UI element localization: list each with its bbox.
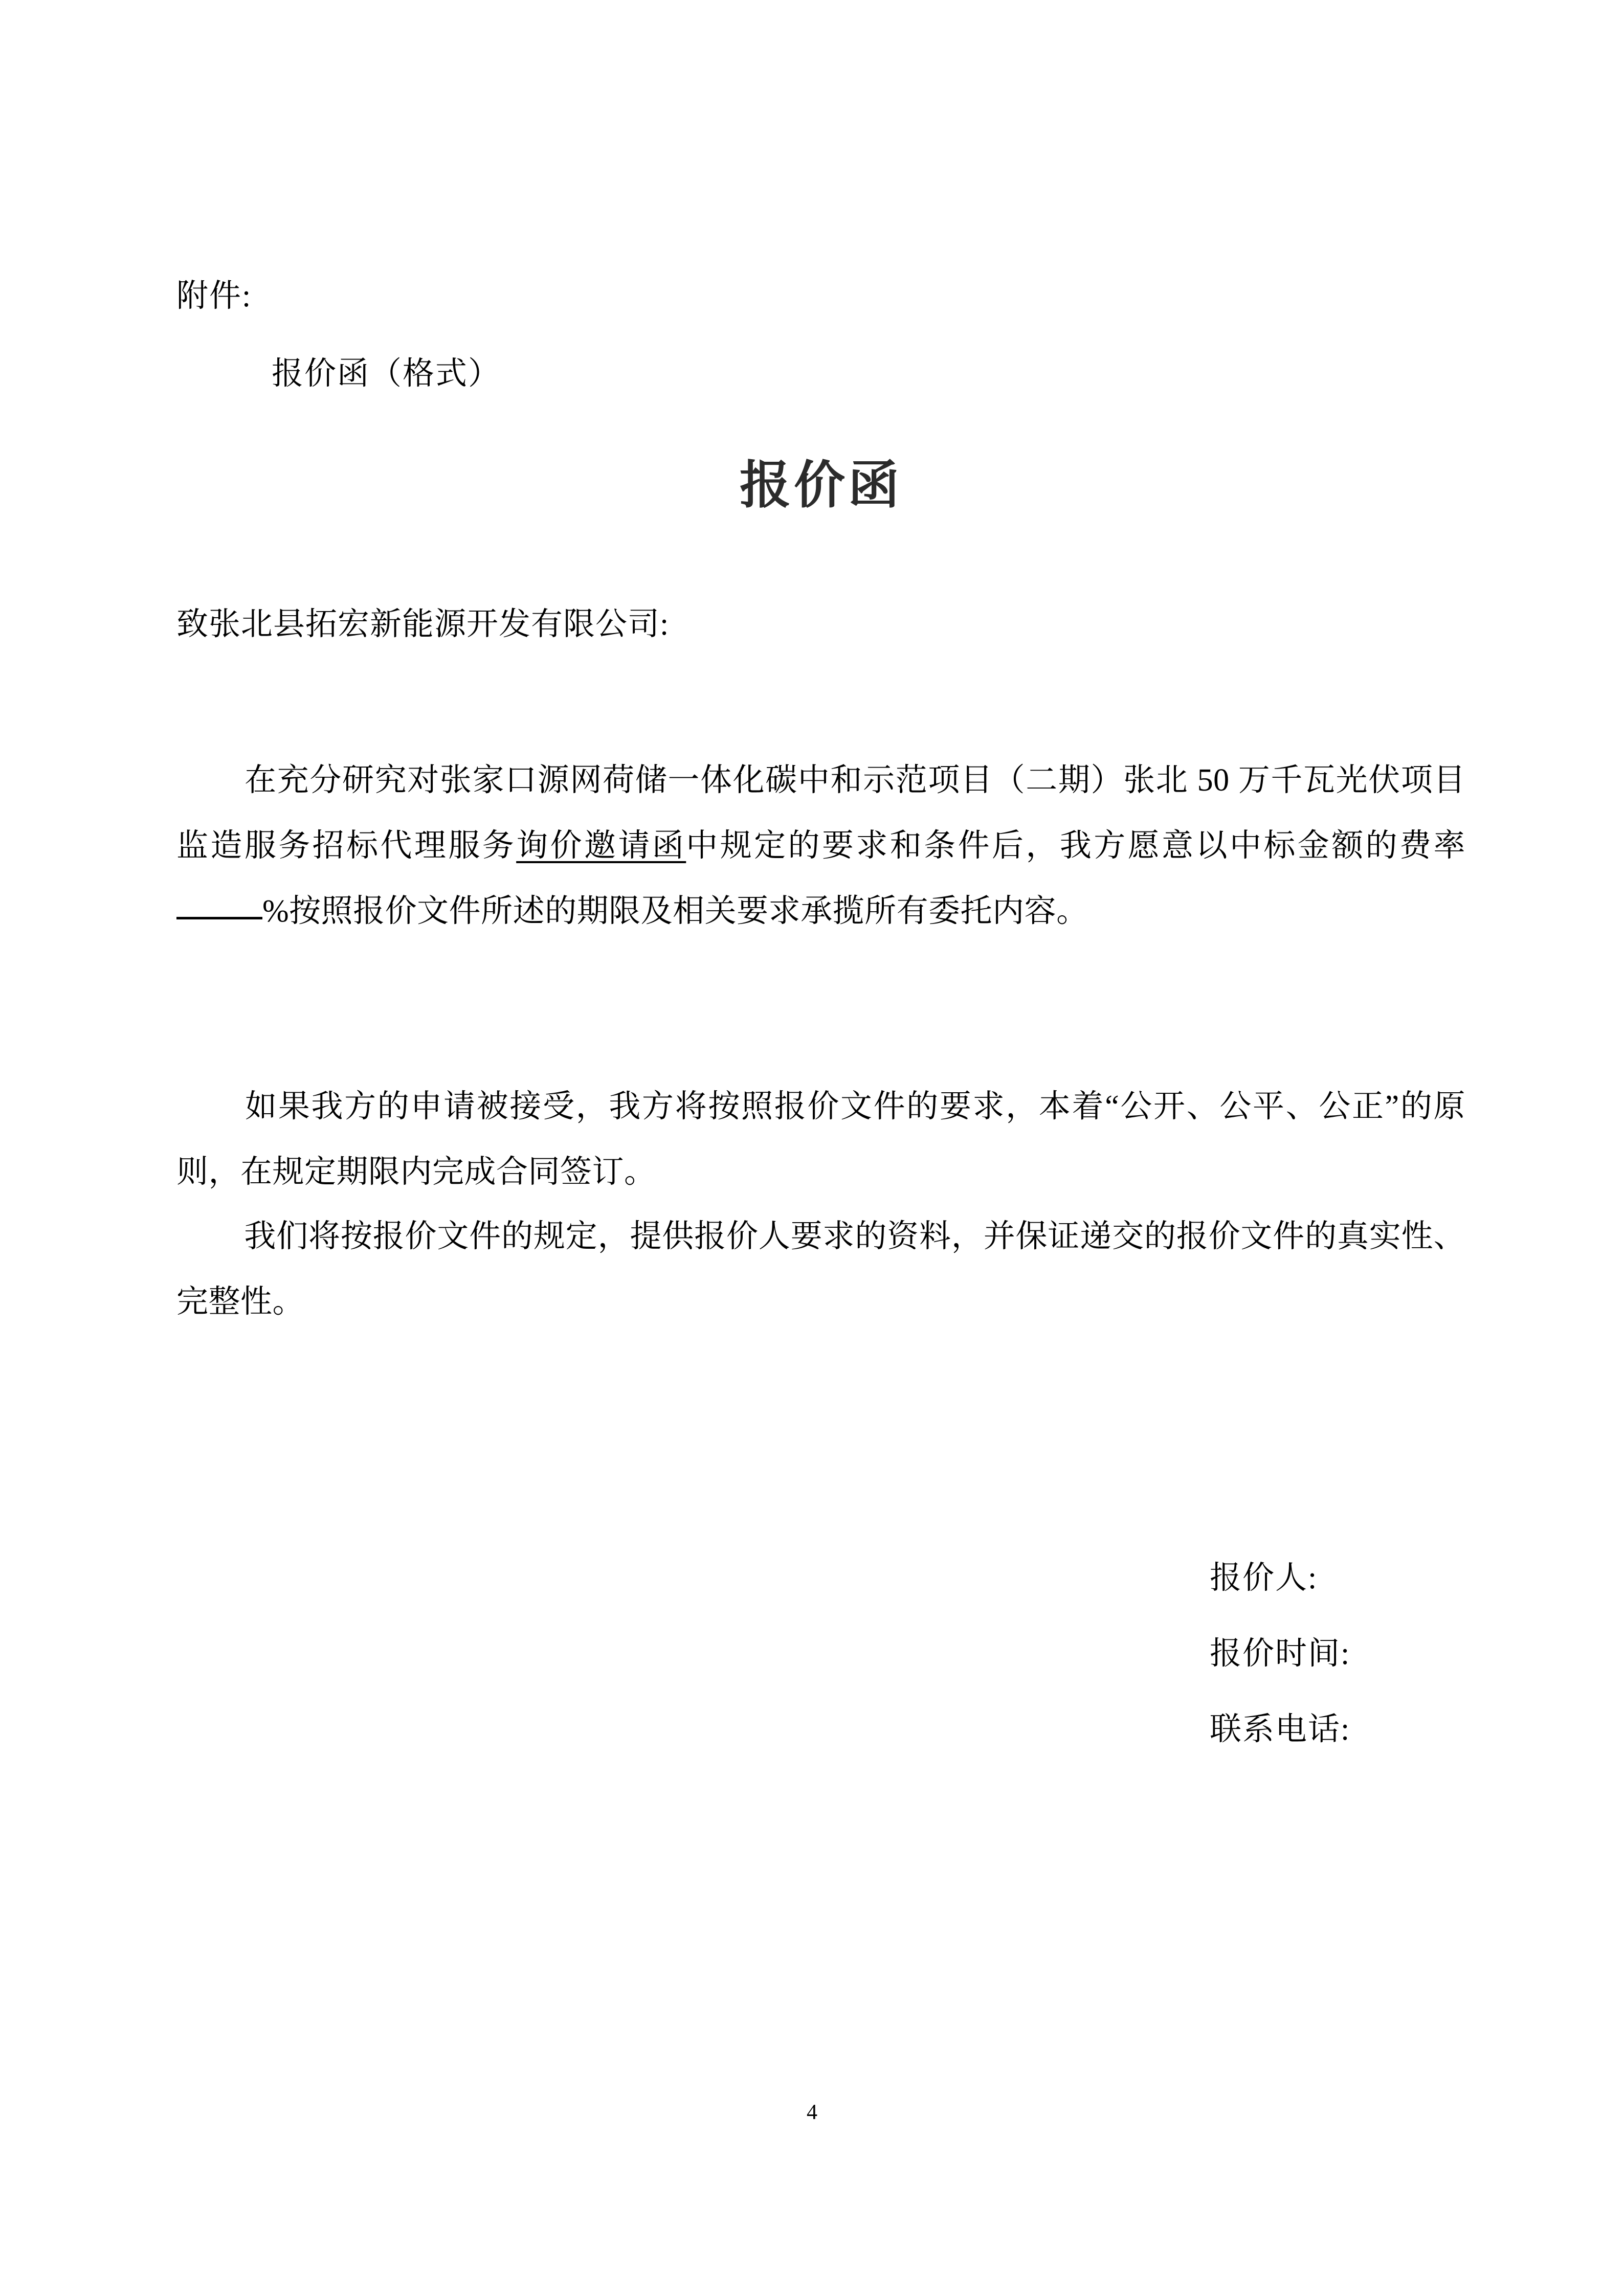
underlined-reference: 询价邀请函: [516, 828, 686, 863]
fee-rate-blank[interactable]: [176, 917, 262, 919]
attachment-label: 附件:: [176, 279, 252, 313]
signature-block: [1210, 1562, 1350, 1745]
paragraph-two-text: 如果我方的申请被接受，我方将按照报价文件的要求，本着“公开、公平、公正”的原则，在规定期限内完成合同签订。: [176, 1089, 1465, 1189]
page-number: 4: [807, 2101, 817, 2124]
paragraph-one-middle: 中规定的要求和条件后，我方愿意以中标金额的费率: [686, 828, 1465, 863]
paragraph-three: [176, 1204, 1465, 1335]
paragraph-one: [176, 748, 1465, 944]
salutation-line: 致张北县拓宏新能源开发有限公司:: [176, 607, 670, 642]
paragraph-two: [176, 1074, 1465, 1205]
paragraph-one-lead: 在充分研究对张家口源网荷储一体化碳中和示范项目（二期）张北 50 万千瓦光伏项目监造服务招标代理服务: [176, 763, 1465, 863]
signature-bidder: 报价人:: [1210, 1561, 1318, 1595]
signature-quote-time: 报价时间:: [1210, 1636, 1351, 1671]
signature-contact-phone: 联系电话:: [1210, 1712, 1351, 1747]
page-title: 报价函: [740, 457, 902, 514]
paragraph-one-tail: %按照报价文件所述的期限及相关要求承揽所有委托内容。: [262, 894, 1088, 929]
attachment-subtitle: 报价函（格式）: [272, 356, 501, 391]
paragraph-three-text: 我们将按报价文件的规定，提供报价人要求的资料，并保证递交的报价文件的真实性、完整性。: [176, 1219, 1465, 1319]
